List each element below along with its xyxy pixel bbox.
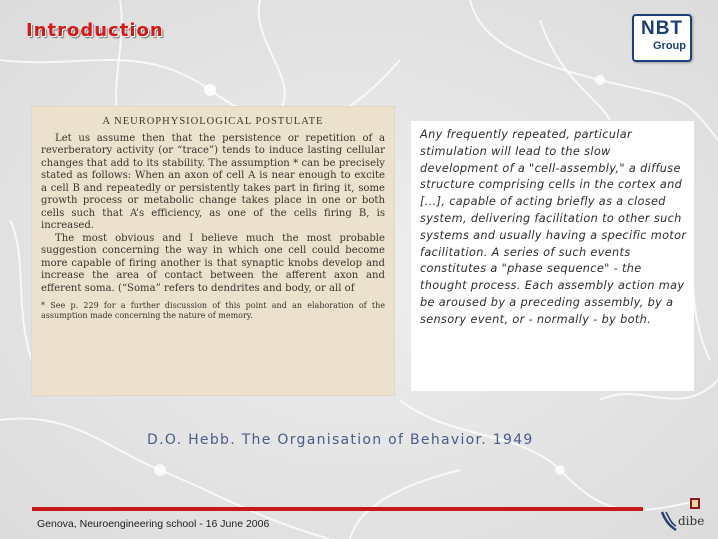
dibe-logo — [656, 496, 710, 534]
excerpt-heading: A NEUROPHYSIOLOGICAL POSTULATE — [102, 116, 324, 127]
citation: D.O. Hebb. The Organisation of Behavior. 1949 — [147, 432, 534, 448]
excerpt-paragraph-1: Let us assume then that the persistence or repetition of a reverberatory activity (or “trace”) tends to induce lasting cellular changes that add to its stability. The assumption * can be precisely stated as follows: When an axon of cell A is near enough to excite a cell B and repeatedly or persistently takes part in firing it, some growth process or metabolic change takes place in one or both cells such that A’s efficiency, as one of the cells firing B, is increased. — [41, 132, 385, 231]
quote-box — [411, 121, 694, 391]
slide-title: Introduction — [26, 20, 164, 41]
footer-divider — [32, 507, 643, 511]
excerpt-footnote: * See p. 229 for a further discussion of this point and an elaboration of the assumption made concerning the nature of memory. — [41, 301, 385, 320]
logo-text-group: Group — [653, 40, 686, 52]
dibe-logo-text: dibe — [678, 514, 705, 528]
excerpt-paragraph-2: The most obvious and I believe much the most probable suggestion concerning the way in which one cell could become more capable of firing another is that synaptic knobs develop and increase the area of contact between the afferent axon and efferent soma. (“Soma” refers to dendrites and body, or all of — [41, 232, 385, 294]
book-excerpt-scan — [31, 106, 395, 396]
nbt-group-logo — [632, 14, 692, 62]
quote-text: Any frequently repeated, particular stimulation will lead to the slow development of a "cell-assembly," a diffuse structure comprising cells in the cortex and [...], capable of acting briefly as a closed system, delivering facilitation to other such systems and usually having a specific motor facilitation. A series of such events constitutes a "phase sequence" - the thought process. Each assembly action may be aroused by a preceding assembly, by a sensory event, or - normally - by both. — [420, 128, 687, 326]
footer-text: Genova, Neuroengineering school - 16 June 2006 — [37, 518, 270, 530]
logo-text-nbt: NBT — [640, 18, 684, 39]
